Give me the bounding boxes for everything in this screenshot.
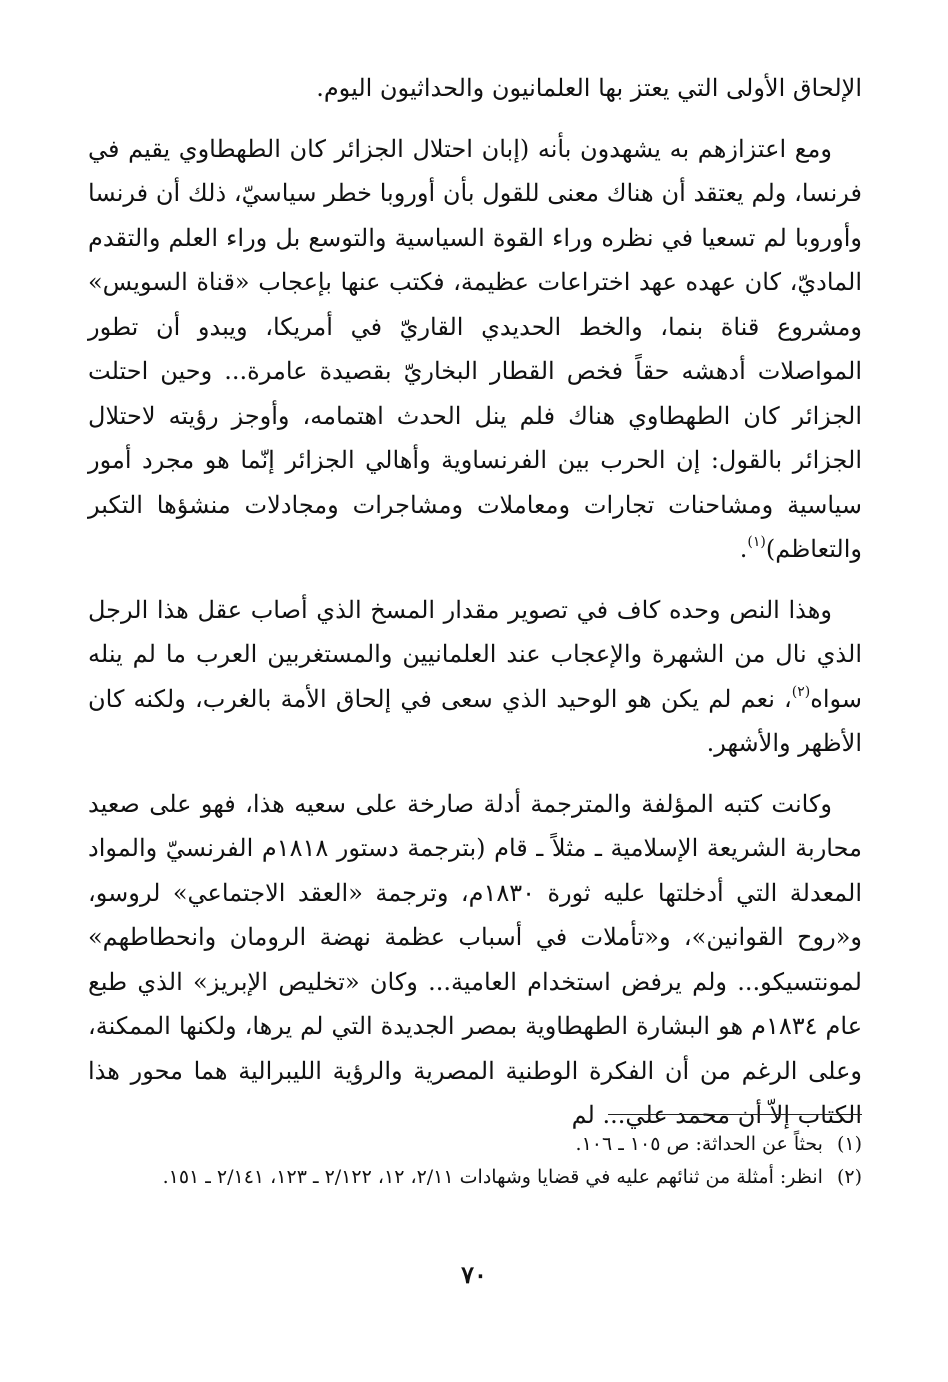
main-text: [88, 66, 862, 1138]
text-line: الحدث اهتمامه، وأوجز رؤيته لاحتلال الجزائر بالقول: إن الحرب بين: [88, 401, 863, 474]
text-line: صعيد محاربة الشريعة الإسلامية ـ مثلاً ـ قام (بترجمة دستور ١٨١٨م: [88, 789, 862, 862]
footnote-1: [88, 1128, 862, 1161]
text-line: الفرنساوية وأهالي الجزائر إنّما هو مجرد أمور سياسية ومشاحنات تجارات: [88, 446, 862, 519]
text-line: «تخليص الإبريز» الذي طبع عام ١٨٣٤م هو البشارة الطهطاوية بمصر: [88, 967, 863, 1040]
text-line: بإعجاب «قناة السويس» ومشروع قناة بنما، والخط الحديدي القاريّ في: [88, 268, 862, 341]
footnotes: [88, 1128, 862, 1194]
text-line: الرومان وانحطاطهم» لمونتسيكو... ولم يرفض استخدام العامية... وكان: [88, 923, 862, 996]
text-line: بقصيدة عامرة... وحين احتلت الجزائر كان الطهطاوي هناك فلم ينل: [88, 357, 862, 430]
footnote-text: بحثاً عن الحداثة: ص ١٠٥ ـ ١٠٦.: [575, 1133, 823, 1155]
text-line: يقيم في فرنسا، ولم يعتقد أن هناك معنى للقول بأن أوروبا خطر سياسيّ،: [88, 134, 862, 207]
paragraph-3: [88, 588, 862, 766]
text-line: الفرنسيّ والمواد المعدلة التي أدخلتها عليه ثورة ١٨٣٠م، وترجمة «العقد: [88, 834, 862, 907]
text-line: الاجتماعي» لروسو، و«روح القوانين»، و«تأملات في أسباب عظمة نهضة: [88, 878, 862, 951]
footnote-reference-1[interactable]: (١): [747, 534, 766, 550]
paragraph-gap: [88, 572, 862, 588]
footnote-text: انظر: أمثلة من ثنائهم عليه في قضايا وشهادات ٢/١١، ١٢، ٢/١٢٢ ـ ١٢٣، ٢/١٤١ ـ ١٥١.: [162, 1166, 823, 1188]
footnote-number: (١): [836, 1133, 862, 1155]
page-number: ٧٠: [461, 1260, 487, 1289]
text-line: وكانت كتبه المؤلفة والمترجمة أدلة صارخة على سعيه هذا، فهو على: [149, 789, 832, 818]
text-line: الإلحاق الأولى التي يعتز بها العلمانيون والحداثيون اليوم.: [316, 74, 862, 102]
text-line: ذلك أن فرنسا وأوروبا لم تسعيا في نظره وراء القوة السياسية والتوسع بل: [88, 179, 862, 252]
paragraph-gap: [88, 111, 862, 127]
footnote-number: (٢): [836, 1166, 862, 1188]
text-line-end: .: [739, 535, 748, 563]
paragraph-2: [88, 127, 862, 572]
footnote-reference-2[interactable]: (٢): [791, 683, 811, 700]
paragraph-4: [88, 782, 862, 1138]
text-line: الجديدة التي لم يرها، ولكنها الممكنة، وعلى الرغم من أن الفكرة الوطنية: [88, 1012, 862, 1085]
text-line: ومعاملات ومشاجرات ومجادلات منشؤها التكبر والتعاظم): [88, 490, 862, 563]
text-line: العرب ما لم ينله سواه: [88, 640, 862, 713]
text-line: وراء العلم والتقدم الماديّ، كان عهده عهد اختراعات عظيمة، فكتب عنها: [88, 223, 862, 296]
text-line: أمريكا، ويبدو أن تطور المواصلات أدهشه حقاً فخص القطار البخاريّ: [88, 312, 862, 385]
footnote-2: [88, 1161, 862, 1194]
text-line: هذا الرجل الذي نال من الشهرة والإعجاب عند العلمانيين والمستغربين: [88, 595, 863, 668]
text-line: ، نعم لم يكن هو الوحيد الذي سعى في إلحاق: [335, 684, 792, 713]
text-line: المصرية والرؤية الليبرالية هما محور هذا الكتاب إلاّ أن محمد علي... لم: [88, 1056, 862, 1129]
footnote-separator: [608, 1114, 862, 1115]
paragraph-gap: [88, 766, 862, 782]
text-line: وهذا النص وحده كاف في تصوير مقدار المسخ الذي أصاب عقل: [197, 595, 832, 624]
text-line: الأمة بالغرب، ولكنه كان الأظهر والأشهر.: [88, 684, 862, 757]
paragraph-1: [88, 66, 862, 111]
text-line: ومع اعتزازهم به يشهدون بأنه (إبان احتلال الجزائر كان الطهطاوي: [178, 134, 832, 163]
